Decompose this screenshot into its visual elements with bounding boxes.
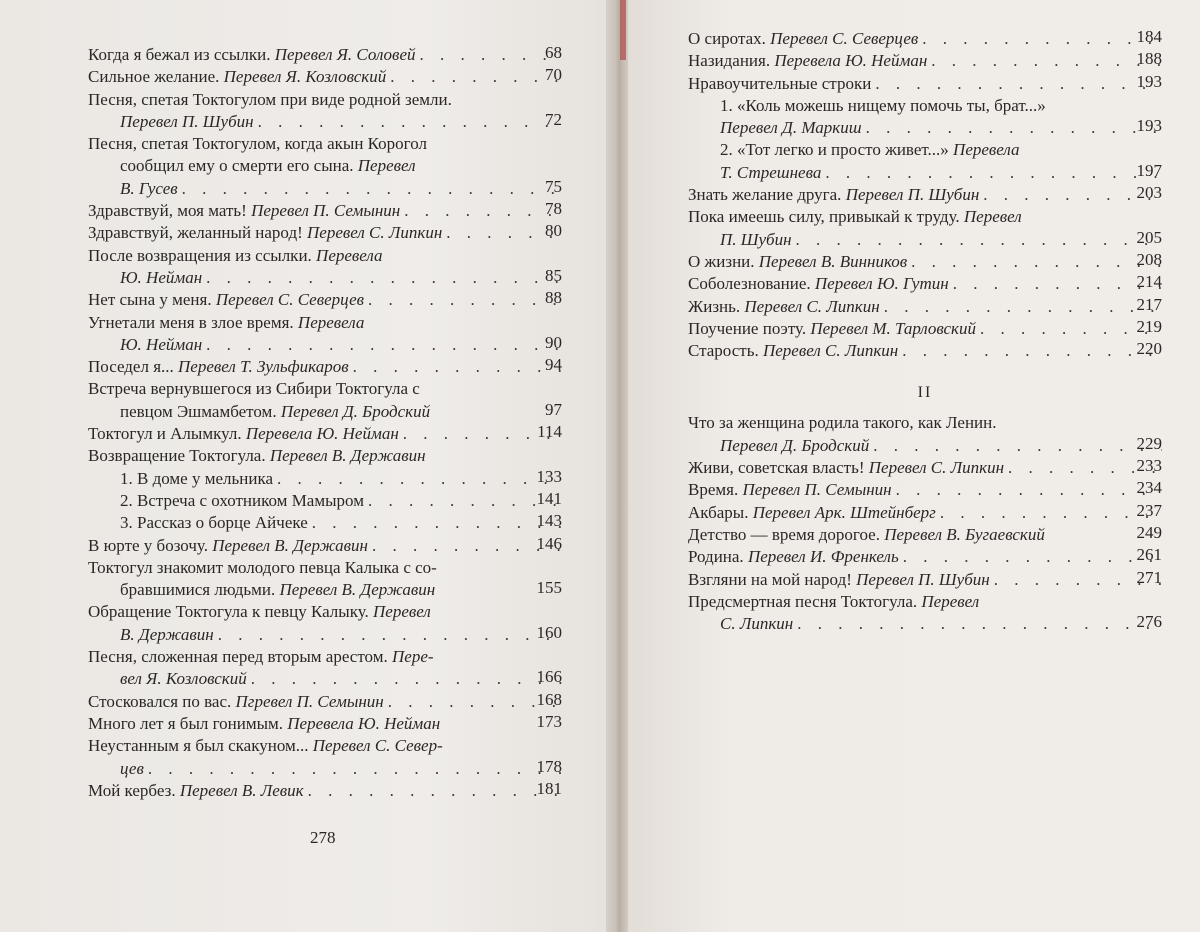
dot-leader bbox=[884, 296, 1162, 318]
toc-entry bbox=[88, 66, 562, 88]
toc-entry bbox=[88, 490, 562, 512]
translator-credit: В. Гусев bbox=[120, 178, 178, 198]
toc-entry bbox=[688, 95, 1162, 140]
entry-title: Песня, спетая Токтогулом при виде родной земли. bbox=[88, 89, 452, 109]
toc-line bbox=[88, 133, 562, 155]
toc-entry bbox=[688, 591, 1162, 636]
section-heading: II bbox=[917, 384, 933, 402]
page-ref: 80 bbox=[545, 221, 562, 241]
toc-entry bbox=[88, 133, 562, 200]
entry-title: Здравствуй, моя мать! bbox=[88, 201, 252, 221]
dot-leader bbox=[258, 111, 562, 133]
toc-line bbox=[688, 524, 1162, 546]
toc-entry bbox=[88, 423, 562, 445]
entry-title: Пока имеешь силу, привыкай к труду. bbox=[688, 207, 964, 227]
entry-title: Возвращение Токтогула. bbox=[88, 446, 270, 466]
toc-entry bbox=[88, 200, 562, 222]
toc-line bbox=[88, 646, 562, 668]
toc-entry bbox=[688, 296, 1162, 318]
toc-line bbox=[688, 28, 1162, 50]
toc-entry bbox=[688, 28, 1162, 50]
entry-title: О сиротах. bbox=[688, 29, 771, 48]
toc-entry bbox=[88, 222, 562, 244]
dot-leader bbox=[825, 162, 1162, 184]
page-ref: 155 bbox=[536, 578, 562, 598]
toc-entry bbox=[88, 89, 562, 134]
entry-title: Знать желание друга. bbox=[688, 185, 846, 205]
page-ref: 88 bbox=[545, 288, 562, 308]
toc-line bbox=[688, 95, 1162, 117]
entry-title: Угнетали меня в злое время. bbox=[88, 312, 298, 332]
page-ref: 114 bbox=[537, 422, 562, 442]
toc-line bbox=[688, 613, 1162, 635]
translator-credit: Перевел П. Шубин bbox=[856, 569, 990, 589]
toc-entry bbox=[688, 273, 1162, 295]
toc-entry bbox=[688, 569, 1162, 591]
toc-entry bbox=[688, 50, 1162, 72]
book-gutter bbox=[606, 0, 630, 932]
dot-leader bbox=[251, 668, 562, 690]
page-ref: 197 bbox=[1136, 160, 1162, 180]
entry-title: Обращение Токтогула к певцу Калыку. bbox=[88, 602, 374, 622]
page-ref: 193 bbox=[1136, 71, 1162, 91]
toc-entry bbox=[88, 691, 562, 713]
toc-entry bbox=[688, 502, 1162, 524]
page-ref: 133 bbox=[536, 466, 562, 486]
translator-credit: В. Державин bbox=[120, 624, 214, 644]
entry-title: сообщил ему о смерти его сына. bbox=[120, 156, 358, 176]
toc-entry bbox=[88, 646, 562, 691]
page-ref: 97 bbox=[545, 399, 562, 419]
page-ref: 178 bbox=[536, 756, 562, 776]
entry-title: Родина. bbox=[688, 547, 748, 567]
toc-line bbox=[88, 44, 562, 66]
translator-credit: Перевела Ю. Нейман bbox=[774, 51, 928, 71]
translator-credit: Перевел Я. Соловей bbox=[274, 45, 416, 64]
page-ref: 70 bbox=[545, 65, 562, 85]
toc-entry bbox=[88, 245, 562, 290]
translator-credit: Перевел П. Шубин bbox=[120, 111, 254, 131]
toc-line bbox=[688, 412, 1162, 434]
toc-line bbox=[88, 66, 562, 88]
entry-title: Назидания. bbox=[688, 51, 775, 71]
toc-entry bbox=[88, 512, 562, 534]
toc-entry bbox=[88, 713, 562, 735]
toc-entry bbox=[88, 312, 562, 357]
entry-title: Нравоучительные строки bbox=[688, 73, 872, 93]
toc-entry bbox=[88, 289, 562, 311]
toc-entry bbox=[88, 780, 562, 802]
toc-line bbox=[688, 340, 1162, 362]
translator-credit: С. Липкин bbox=[720, 614, 794, 634]
toc-entry bbox=[688, 457, 1162, 479]
toc-line bbox=[688, 591, 1162, 613]
translator-credit: Перевел М. Тарловский bbox=[810, 318, 976, 338]
toc-line bbox=[688, 251, 1162, 273]
entry-title: Живи, советская власть! bbox=[688, 458, 869, 478]
dot-leader bbox=[206, 267, 562, 289]
entry-title: Акбары. bbox=[688, 502, 753, 522]
toc-line bbox=[88, 200, 562, 222]
translator-credit: Перевела bbox=[953, 140, 1020, 160]
entry-title: Песня, сложенная перед вторым арестом. bbox=[88, 647, 392, 667]
page-ref: 68 bbox=[545, 43, 562, 62]
page-ref: 188 bbox=[1136, 49, 1162, 69]
translator-credit: Перевел И. Френкель bbox=[747, 547, 899, 567]
page-ref: 72 bbox=[545, 109, 562, 129]
translator-credit: цев bbox=[120, 758, 144, 778]
toc-line bbox=[88, 378, 562, 400]
toc-line bbox=[88, 155, 562, 177]
toc-entry bbox=[688, 340, 1162, 362]
page-ref: 184 bbox=[1136, 27, 1162, 46]
translator-credit: Перевел Д. Маркиш bbox=[720, 118, 862, 138]
translator-credit: Перевел bbox=[373, 602, 431, 622]
translator-credit: Перевел В. Винников bbox=[758, 251, 908, 271]
translator-credit: Т. Стрешнева bbox=[720, 162, 822, 182]
toc-line bbox=[688, 273, 1162, 295]
dot-leader bbox=[182, 178, 562, 200]
toc-entry bbox=[88, 356, 562, 378]
page-ref: 271 bbox=[1136, 567, 1162, 587]
toc-line bbox=[688, 569, 1162, 591]
page-ref: 219 bbox=[1136, 316, 1162, 336]
entry-title: Токтогул знакомит молодого певца Калыка с со- bbox=[88, 557, 437, 577]
toc-entry bbox=[688, 206, 1162, 251]
toc-line bbox=[688, 162, 1162, 184]
toc-entry bbox=[688, 251, 1162, 273]
toc-entry bbox=[88, 557, 562, 602]
dot-leader bbox=[866, 117, 1162, 139]
toc-line bbox=[88, 267, 562, 289]
entry-title: 1. В доме у мельника bbox=[120, 468, 273, 488]
entry-title: 1. «Коль можешь нищему помочь ты, брат...» bbox=[720, 95, 1046, 115]
translator-credit: Перевел С. Липкин bbox=[868, 458, 1005, 478]
entry-title: Взгляни на мой народ! bbox=[688, 569, 857, 589]
page-ref: 143 bbox=[536, 511, 562, 531]
toc-line bbox=[88, 468, 562, 490]
toc-entry bbox=[88, 468, 562, 490]
entry-title: Когда я бежал из ссылки. bbox=[88, 45, 275, 64]
toc-entry bbox=[688, 318, 1162, 340]
page-ref: 234 bbox=[1136, 478, 1162, 498]
toc-entry bbox=[88, 44, 562, 66]
page-ref: 261 bbox=[1136, 545, 1162, 565]
dot-leader bbox=[277, 468, 562, 490]
entry-title: Детство — время дорогое. bbox=[688, 524, 885, 544]
entry-title: Время. bbox=[688, 480, 743, 500]
translator-credit: Перевел В. Бугаевский bbox=[884, 524, 1045, 544]
entry-title: бравшимися людьми. bbox=[120, 580, 280, 600]
toc-line bbox=[88, 445, 562, 467]
toc-line bbox=[688, 50, 1162, 72]
toc-line bbox=[688, 479, 1162, 501]
toc-line bbox=[88, 490, 562, 512]
entry-title: Жизнь. bbox=[688, 296, 745, 316]
entry-title: В юрте у бозочу. bbox=[88, 535, 213, 555]
translator-credit: Перевел bbox=[357, 156, 416, 176]
translator-credit: Перевел С. Северцев bbox=[215, 290, 364, 310]
toc-line bbox=[688, 296, 1162, 318]
entry-title: Нет сына у меня. bbox=[88, 290, 216, 310]
page-ref: 168 bbox=[536, 689, 562, 709]
page-ref: 233 bbox=[1136, 456, 1162, 476]
translator-credit: Перевел В. Левик bbox=[179, 780, 304, 800]
translator-credit: Перевел С. Липкин bbox=[744, 296, 880, 316]
translator-credit: Ю. Нейман bbox=[120, 334, 203, 354]
toc-line bbox=[88, 401, 562, 423]
toc-line bbox=[88, 111, 562, 133]
translator-credit: Перевел П. Семынин bbox=[742, 480, 892, 500]
page-ref: 141 bbox=[536, 488, 562, 508]
translator-credit: Пгревел П. Семынин bbox=[235, 691, 384, 711]
entry-title: 2. «Тот легко и просто живет...» bbox=[720, 140, 954, 160]
toc-line bbox=[88, 780, 562, 802]
entry-title: Старость. bbox=[688, 341, 763, 361]
entry-title: Здравствуй, желанный народ! bbox=[88, 223, 308, 243]
toc-line bbox=[88, 601, 562, 623]
entry-title: Песня, спетая Токтогулом, когда акын Корогол bbox=[88, 134, 427, 154]
translator-credit: Перевел В. Державин bbox=[279, 580, 436, 600]
toc-line bbox=[88, 535, 562, 557]
translator-credit: Перевел С. Липкин bbox=[307, 223, 443, 243]
page-ref: 90 bbox=[545, 332, 562, 352]
page-number: 278 bbox=[310, 828, 336, 847]
page-ref: 94 bbox=[545, 355, 562, 375]
translator-credit: Перевела bbox=[297, 312, 365, 332]
toc-entry bbox=[88, 535, 562, 557]
translator-credit: Перевел bbox=[921, 591, 980, 611]
dot-leader bbox=[206, 334, 562, 356]
page-ref: 220 bbox=[1136, 339, 1162, 359]
toc-line bbox=[88, 579, 562, 601]
entry-title: Соболезнование. bbox=[688, 274, 815, 294]
toc-entry bbox=[688, 479, 1162, 501]
toc-line bbox=[88, 512, 562, 534]
toc-entry bbox=[688, 524, 1162, 546]
toc-line bbox=[88, 624, 562, 646]
translator-credit: Перевел Д. Бродский bbox=[280, 401, 431, 421]
page-ref: 146 bbox=[536, 533, 562, 553]
translator-credit: Перевел В. Державин bbox=[269, 446, 426, 466]
toc-line bbox=[688, 457, 1162, 479]
dot-leader bbox=[875, 73, 1162, 95]
toc-line bbox=[688, 229, 1162, 251]
toc-line bbox=[88, 245, 562, 267]
dot-leader bbox=[873, 435, 1162, 457]
toc-line bbox=[688, 546, 1162, 568]
toc-entry bbox=[688, 546, 1162, 568]
page-ref: 193 bbox=[1136, 116, 1162, 136]
translator-credit: Перевел Ю. Гутин bbox=[814, 274, 949, 294]
page-ref: 249 bbox=[1136, 522, 1162, 542]
toc-entry bbox=[688, 73, 1162, 95]
entry-title: Стосковался по вас. bbox=[88, 691, 236, 711]
entry-title: Сильное желание. bbox=[88, 67, 224, 87]
toc-line bbox=[688, 502, 1162, 524]
entry-title: Встреча вернувшегося из Сибири Токтогула с bbox=[88, 379, 420, 399]
entry-title: Поседел я... bbox=[88, 357, 179, 377]
toc-line bbox=[688, 206, 1162, 228]
translator-credit: Перевел П. Шубин bbox=[845, 185, 980, 205]
page-ref: 237 bbox=[1136, 500, 1162, 520]
translator-credit: Перевел bbox=[963, 207, 1022, 227]
translator-credit: Перевел П. Семынин bbox=[251, 201, 401, 221]
entry-title: Что за женщина родила такого, как Ленин. bbox=[688, 413, 997, 433]
page-ref: 214 bbox=[1136, 272, 1162, 292]
toc-line bbox=[88, 312, 562, 334]
toc-entry bbox=[688, 139, 1162, 184]
translator-credit: Перевел Я. Козловский bbox=[223, 67, 387, 87]
toc-line bbox=[688, 73, 1162, 95]
translator-credit: Перевела Ю. Нейман bbox=[287, 713, 441, 733]
toc-line bbox=[88, 668, 562, 690]
page-ref: 181 bbox=[536, 778, 562, 798]
dot-leader bbox=[796, 229, 1162, 251]
toc-entry bbox=[88, 445, 562, 467]
entry-title: Предсмертная песня Токтогула. bbox=[688, 591, 922, 611]
toc-line bbox=[688, 139, 1162, 161]
page-ref: 78 bbox=[545, 199, 562, 219]
translator-credit: Перевел В. Державин bbox=[212, 535, 368, 555]
toc-line bbox=[88, 713, 562, 735]
page-ref: 85 bbox=[545, 265, 562, 285]
binding-thread bbox=[620, 0, 626, 60]
toc-right bbox=[688, 28, 1162, 635]
toc-line bbox=[688, 184, 1162, 206]
page-ref: 166 bbox=[536, 667, 562, 687]
toc-line bbox=[88, 557, 562, 579]
toc-entry bbox=[688, 184, 1162, 206]
toc-left bbox=[88, 44, 562, 802]
translator-credit: Перевела bbox=[316, 245, 383, 265]
entry-title: Мой кербез. bbox=[88, 780, 180, 800]
toc-line bbox=[88, 758, 562, 780]
entry-title: 2. Встреча с охотником Мамыром bbox=[120, 490, 364, 510]
toc-line bbox=[88, 222, 562, 244]
toc-line bbox=[88, 735, 562, 757]
toc-line bbox=[88, 89, 562, 111]
toc-entry bbox=[88, 735, 562, 780]
translator-credit: Пере- bbox=[392, 647, 434, 667]
translator-credit: вел Я. Козловский bbox=[120, 669, 247, 689]
translator-credit: Ю. Нейман bbox=[120, 267, 203, 287]
page-ref: 205 bbox=[1136, 227, 1162, 247]
page-ref: 160 bbox=[536, 622, 562, 642]
toc-line bbox=[688, 117, 1162, 139]
page-ref: 208 bbox=[1136, 249, 1162, 269]
translator-credit: П. Шубин bbox=[720, 229, 792, 249]
page-ref: 217 bbox=[1136, 294, 1162, 314]
page-ref: 173 bbox=[536, 711, 562, 731]
entry-title: 3. Рассказ о борце Айчеке bbox=[120, 513, 308, 533]
entry-title: Много лет я был гонимым. bbox=[88, 713, 288, 733]
page-ref: 229 bbox=[1136, 433, 1162, 453]
translator-credit: Перевел С. Северцев bbox=[770, 29, 919, 48]
entry-title: певцом Эшмамбетом. bbox=[120, 401, 281, 421]
toc-line bbox=[88, 178, 562, 200]
toc-entry bbox=[88, 601, 562, 646]
entry-title: О жизни. bbox=[688, 251, 759, 271]
dot-leader bbox=[218, 624, 562, 646]
page-ref: 203 bbox=[1136, 183, 1162, 203]
entry-title: Токтогул и Алымкул. bbox=[88, 424, 246, 444]
toc-line bbox=[88, 356, 562, 378]
translator-credit: Перевел С. Север- bbox=[312, 736, 443, 756]
toc-entry bbox=[88, 378, 562, 423]
entry-title: Неустанным я был скакуном... bbox=[88, 736, 313, 756]
translator-credit: Перевела Ю. Нейман bbox=[245, 424, 399, 444]
toc-line bbox=[88, 334, 562, 356]
translator-credit: Перевел С. Липкин bbox=[762, 341, 899, 361]
translator-credit: Перевел Д. Бродский bbox=[720, 435, 870, 455]
page-ref: 75 bbox=[545, 176, 562, 196]
toc-entry bbox=[688, 412, 1162, 457]
toc-line bbox=[88, 289, 562, 311]
dot-leader bbox=[148, 758, 562, 780]
translator-credit: Перевел Арк. Штейнберг bbox=[752, 502, 936, 522]
dot-leader bbox=[797, 613, 1162, 635]
entry-title: После возвращения из ссылки. bbox=[88, 245, 317, 265]
toc-line bbox=[688, 435, 1162, 457]
translator-credit: Перевел Т. Зульфикаров bbox=[178, 357, 349, 377]
entry-title: Поучение поэту. bbox=[688, 318, 811, 338]
toc-line bbox=[88, 691, 562, 713]
page-ref: 276 bbox=[1136, 612, 1162, 632]
toc-line bbox=[88, 423, 562, 445]
toc-line bbox=[688, 318, 1162, 340]
